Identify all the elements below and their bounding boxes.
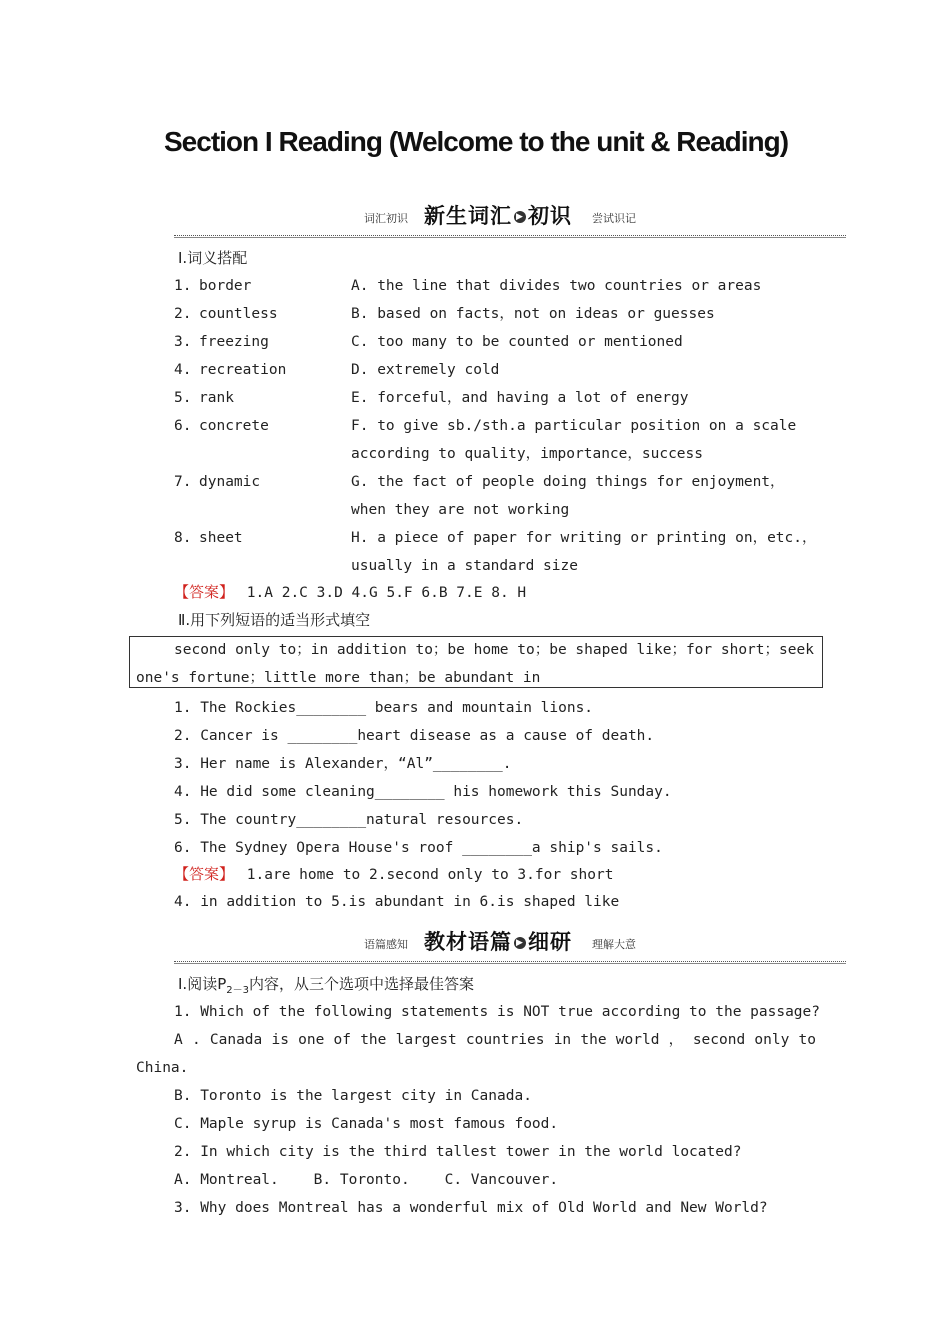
- part3-heading-sub: 2－3: [226, 985, 249, 996]
- vocab-word: dynamic: [199, 474, 261, 490]
- vocab-definition: D. extremely cold: [351, 362, 500, 378]
- phrase-box-line: second only to；in addition to；be home to；be shaped like；for short；seek: [174, 642, 814, 658]
- vocab-definition: C. too many to be counted or mentioned: [351, 334, 683, 350]
- vocab-definition: E. forceful，and having a lot of energy: [351, 390, 689, 406]
- option: C. Maple syrup is Canada's most famous food.: [174, 1116, 559, 1132]
- answer-text: 1.A 2.C 3.D 4.G 5.F 6.B 7.E 8. H: [246, 585, 527, 601]
- banner-left-label: 语篇感知: [364, 938, 408, 951]
- arrow-icon: ▶: [514, 211, 526, 223]
- banner-main-part-b: 细研: [528, 930, 572, 954]
- fill-in-item: 2. Cancer is ________heart disease as a cause of death.: [174, 728, 655, 744]
- answer-text: 4. in addition to 5.is abundant in 6.is shaped like: [174, 894, 620, 910]
- question: 2. In which city is the third tallest tower in the world located?: [174, 1144, 742, 1160]
- vocab-definition: B. based on facts，not on ideas or guesses: [351, 306, 715, 322]
- vocab-word: recreation: [199, 362, 287, 378]
- divider: [174, 237, 846, 238]
- divider: [174, 235, 846, 236]
- divider: [174, 963, 846, 964]
- section-banner-text: [174, 924, 846, 956]
- vocab-word: concrete: [199, 418, 269, 434]
- vocab-word: border: [199, 278, 252, 294]
- vocab-definition: according to quality，importance，success: [351, 446, 704, 462]
- fill-in-item: 3. Her name is Alexander，“Al”________.: [174, 756, 512, 772]
- section-banner-vocabulary: [174, 198, 846, 230]
- vocab-number: 3.: [174, 334, 192, 350]
- option: B. Toronto is the largest city in Canada.: [174, 1088, 532, 1104]
- divider: [174, 961, 846, 962]
- vocab-definition: when they are not working: [351, 502, 570, 518]
- part3-heading-a: Ⅰ.阅读P: [178, 975, 227, 993]
- vocab-definition: G. the fact of people doing things for enjoyment，: [351, 474, 785, 490]
- fill-in-item: 1. The Rockies________ bears and mountain lions.: [174, 700, 594, 716]
- answer-tag: 【答案】: [174, 865, 235, 883]
- vocab-definition: H. a piece of paper for writing or printing on，etc.，: [351, 530, 817, 546]
- vocab-word: countless: [199, 306, 278, 322]
- phrase-box-line: one's fortune；little more than；be abundant in: [136, 670, 541, 686]
- banner-right-label: 尝试识记: [592, 212, 636, 225]
- answer-tag: 【答案】: [174, 583, 235, 601]
- banner-left-label: 词汇初识: [364, 212, 408, 225]
- arrow-icon: ▶: [514, 937, 526, 949]
- banner-main-part-a: 教材语篇: [424, 930, 512, 954]
- part1-heading: Ⅰ.词义搭配: [178, 249, 248, 267]
- fill-in-item: 5. The country________natural resources.: [174, 812, 524, 828]
- vocab-number: 2.: [174, 306, 192, 322]
- vocab-word: rank: [199, 390, 234, 406]
- part3-heading-b: 内容，从三个选项中选择最佳答案: [248, 975, 474, 993]
- vocab-definition: A. the line that divides two countries or areas: [351, 278, 762, 294]
- vocab-number: 7.: [174, 474, 192, 490]
- banner-main-label: [424, 926, 572, 956]
- option: China.: [136, 1060, 189, 1076]
- question: 3. Why does Montreal has a wonderful mix of Old World and New World?: [174, 1200, 768, 1216]
- vocab-number: 4.: [174, 362, 192, 378]
- part1-answer: [174, 582, 526, 603]
- answer-text: 1.are home to 2.second only to 3.for short: [246, 867, 614, 883]
- part2-heading: Ⅱ.用下列短语的适当形式填空: [178, 611, 371, 629]
- vocab-number: 1.: [174, 278, 192, 294]
- banner-right-label: 理解大意: [592, 938, 636, 951]
- vocab-word: sheet: [199, 530, 243, 546]
- vocab-number: 8.: [174, 530, 192, 546]
- vocab-number: 5.: [174, 390, 192, 406]
- vocab-definition: usually in a standard size: [351, 558, 578, 574]
- banner-main-label: [424, 200, 572, 230]
- fill-in-item: 6. The Sydney Opera House's roof ________a ship's sails.: [174, 840, 663, 856]
- vocab-number: 6.: [174, 418, 192, 434]
- option: A . Canada is one of the largest countries in the world ， second only to: [174, 1032, 816, 1048]
- vocab-definition: F. to give sb./sth.a particular position on a scale: [351, 418, 797, 434]
- fill-in-item: 4. He did some cleaning________ his homework this Sunday.: [174, 784, 672, 800]
- vocab-word: freezing: [199, 334, 269, 350]
- option: A. Montreal. B. Toronto. C. Vancouver.: [174, 1172, 559, 1188]
- part2-answer: [174, 864, 613, 885]
- question: 1. Which of the following statements is NOT true according to the passage?: [174, 1004, 821, 1020]
- banner-main-part-a: 新生词汇: [424, 204, 512, 228]
- part3-heading: [178, 974, 474, 1001]
- page-title: Section I Reading (Welcome to the unit & Reading): [164, 126, 789, 157]
- banner-main-part-b: 初识: [528, 204, 572, 228]
